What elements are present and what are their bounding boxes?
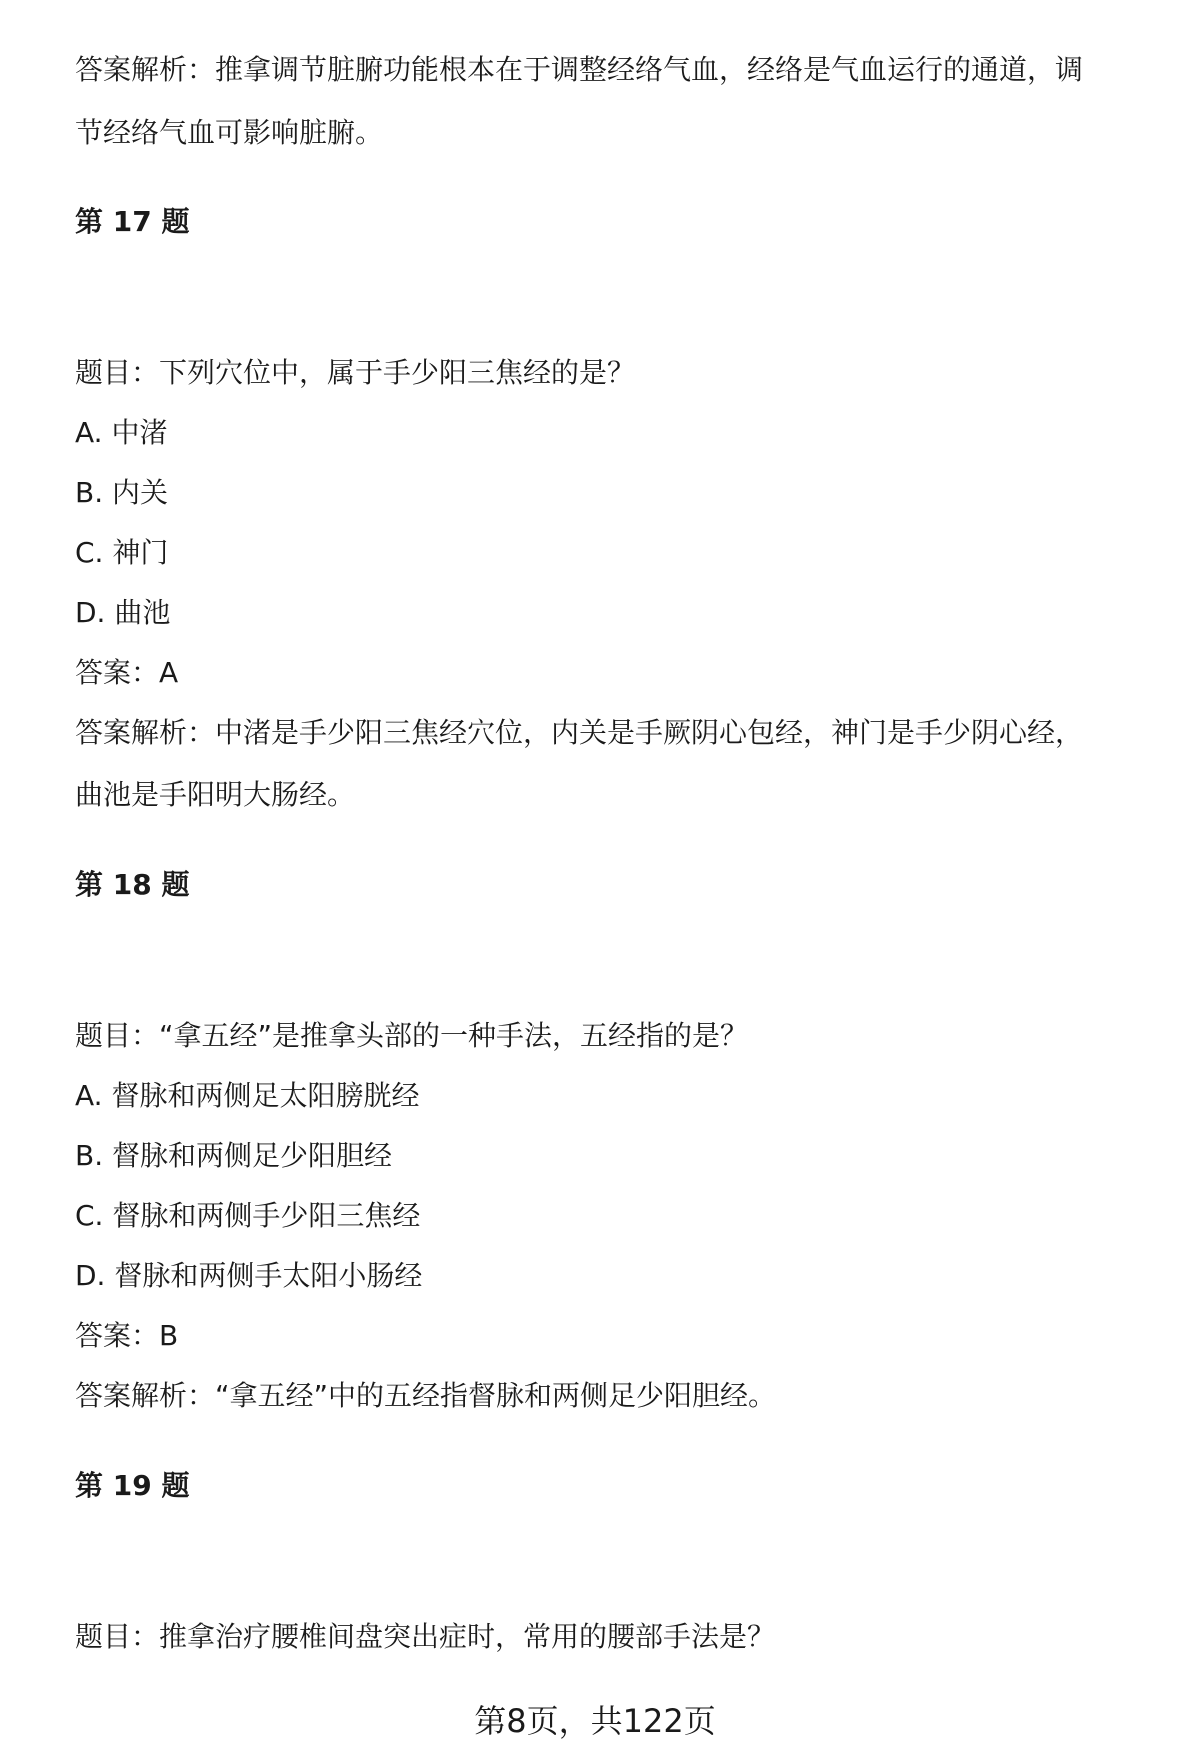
question-18-option-a: A. 督脉和两侧足太阳膀胱经 bbox=[75, 1079, 420, 1112]
question-17-option-d: D. 曲池 bbox=[75, 596, 171, 629]
question-17-option-a: A. 中渚 bbox=[75, 416, 168, 449]
question-18-heading: 第 18 题 bbox=[75, 868, 190, 901]
question-17-option-b: B. 内关 bbox=[75, 476, 169, 509]
question-17-stem: 题目：下列穴位中，属于手少阳三焦经的是？ bbox=[75, 356, 636, 389]
question-17-explanation-line-2: 曲池是手阳明大肠经。 bbox=[75, 778, 356, 811]
question-17-explanation-line-1: 答案解析：中渚是手少阳三焦经穴位，内关是手厥阴心包经，神门是手少阴心经， bbox=[75, 716, 1084, 749]
prev-explanation-line-1: 答案解析：推拿调节脏腑功能根本在于调整经络气血，经络是气血运行的通道，调 bbox=[75, 53, 1084, 86]
question-19-stem: 题目：推拿治疗腰椎间盘突出症时，常用的腰部手法是？ bbox=[75, 1620, 776, 1653]
question-18-answer: 答案：B bbox=[75, 1319, 179, 1352]
question-18-option-c: C. 督脉和两侧手少阳三焦经 bbox=[75, 1199, 421, 1232]
page-number-footer: 第8页，共122页 bbox=[474, 1702, 716, 1740]
question-18-stem: 题目：“拿五经”是推拿头部的一种手法，五经指的是？ bbox=[75, 1019, 749, 1052]
question-18-explanation: 答案解析：“拿五经”中的五经指督脉和两侧足少阳胆经。 bbox=[75, 1379, 777, 1412]
question-17-heading: 第 17 题 bbox=[75, 205, 190, 238]
question-18-option-b: B. 督脉和两侧足少阳胆经 bbox=[75, 1139, 393, 1172]
question-19-heading: 第 19 题 bbox=[75, 1469, 190, 1502]
prev-explanation-line-2: 节经络气血可影响脏腑。 bbox=[75, 116, 384, 149]
question-17-answer: 答案：A bbox=[75, 656, 179, 689]
question-17-option-c: C. 神门 bbox=[75, 536, 169, 569]
question-18-option-d: D. 督脉和两侧手太阳小肠经 bbox=[75, 1259, 423, 1292]
